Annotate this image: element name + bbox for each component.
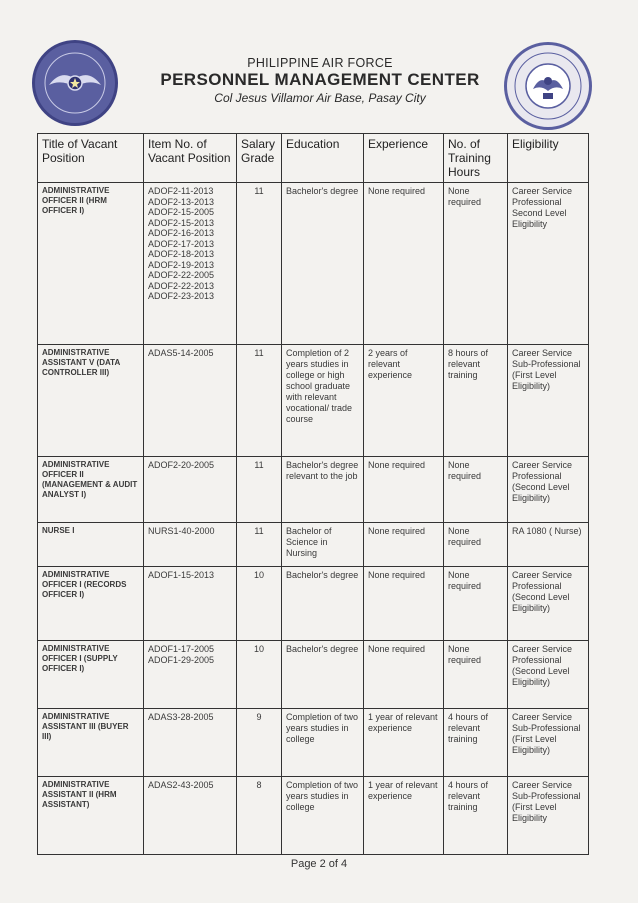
education-requirement: Completion of two years studies in college [282,709,364,777]
position-title: ADMINISTRATIVE OFFICER I (RECORDS OFFICER I) [38,567,144,641]
item-number: ADOF2-16-2013 [148,228,215,238]
item-number: ADOF1-17-2005 [148,644,215,654]
eligibility-requirement: Career Service Sub-Professional (First Level Eligibility) [508,709,589,777]
training-requirement: 4 hours of relevant training [444,777,508,855]
header-salary-grade: Salary Grade [237,134,282,183]
position-title: ADMINISTRATIVE ASSISTANT II (HRM ASSISTANT) [38,777,144,855]
header-item-no: Item No. of Vacant Position [144,134,237,183]
item-number: ADAS5-14-2005 [148,348,214,358]
organization-title: PERSONNEL MANAGEMENT CENTER [160,70,480,89]
table-row [38,709,589,777]
item-number: ADAS2-43-2005 [148,780,214,790]
experience-requirement: 2 years of relevant experience [364,345,444,457]
eligibility-requirement: RA 1080 ( Nurse) [508,523,589,567]
education-requirement: Completion of two years studies in college [282,777,364,855]
header-training-hours: No. of Training Hours [444,134,508,183]
position-title: ADMINISTRATIVE OFFICER I (SUPPLY OFFICER I) [38,641,144,709]
training-requirement: None required [444,641,508,709]
item-numbers [144,641,237,709]
eligibility-requirement: Career Service Sub-Professional (First Level Eligibility [508,777,589,855]
item-number: ADAS3-28-2005 [148,712,214,722]
salary-grade: 11 [237,345,282,457]
salary-grade: 9 [237,709,282,777]
header-row [38,134,589,183]
position-title: ADMINISTRATIVE OFFICER II (MANAGEMENT & AUDIT ANALYST I) [38,457,144,523]
eligibility-requirement: Career Service Professional Second Level Eligibility [508,183,589,345]
item-number: NURS1-40-2000 [148,526,215,536]
experience-requirement: None required [364,567,444,641]
item-numbers [144,777,237,855]
training-requirement: None required [444,523,508,567]
salary-grade: 8 [237,777,282,855]
education-requirement: Bachelor of Science in Nursing [282,523,364,567]
item-number: ADOF2-15-2005 [148,207,215,217]
pilipinas-seal-logo [32,40,118,126]
salary-grade: 10 [237,567,282,641]
table-row [38,567,589,641]
header-experience: Experience [364,134,444,183]
salary-grade: 11 [237,183,282,345]
training-requirement: None required [444,457,508,523]
table-row [38,457,589,523]
eligibility-requirement: Career Service Professional (Second Level Eligibility) [508,567,589,641]
training-requirement: None required [444,183,508,345]
item-numbers [144,345,237,457]
table-header [38,134,589,183]
eligibility-requirement: Career Service Professional (Second Level Eligibility) [508,641,589,709]
eligibility-requirement: Career Service Sub-Professional (First Level Eligibility) [508,345,589,457]
item-numbers [144,457,237,523]
vacancy-table [37,133,589,855]
item-numbers [144,183,237,345]
item-number: ADOF2-15-2013 [148,217,215,228]
experience-requirement: None required [364,523,444,567]
education-requirement: Bachelor's degree [282,641,364,709]
experience-requirement: None required [364,183,444,345]
organization-subtitle: PHILIPPINE AIR FORCE [247,56,393,70]
page-number: Page 2 of 4 [290,858,348,870]
position-title: ADMINISTRATIVE OFFICER II (HRM OFFICER I) [38,183,144,345]
item-number: ADOF2-13-2013 [148,196,215,207]
education-requirement: Bachelor's degree [282,567,364,641]
position-title: ADMINISTRATIVE ASSISTANT III (BUYER III) [38,709,144,777]
item-number: ADOF2-20-2005 [148,460,215,470]
experience-requirement: 1 year of relevant experience [364,777,444,855]
header-title: Title of Vacant Position [38,134,144,183]
training-requirement: 4 hours of relevant training [444,709,508,777]
item-number: ADOF1-29-2005 [148,654,215,665]
item-numbers [144,567,237,641]
item-number: ADOF2-22-2005 [148,270,215,280]
training-requirement: None required [444,567,508,641]
position-title: ADMINISTRATIVE ASSISTANT V (DATA CONTROLLER III) [38,345,144,457]
pmc-emblem-icon [507,45,589,127]
item-number: ADOF2-22-2013 [148,280,215,291]
education-requirement: Completion of 2 years studies in college or high school graduate with relevant vocational/ trade course [282,345,364,457]
item-number: ADOF2-18-2013 [148,249,215,259]
eligibility-requirement: Career Service Professional (Second Level Eligibility) [508,457,589,523]
header-eligibility: Eligibility [508,134,589,183]
item-numbers [144,523,237,567]
experience-requirement: None required [364,457,444,523]
header-education: Education [282,134,364,183]
item-numbers [144,709,237,777]
table-row [38,183,589,345]
position-title: NURSE I [38,523,144,567]
training-requirement: 8 hours of relevant training [444,345,508,457]
item-number: ADOF1-15-2013 [148,570,215,580]
experience-requirement: 1 year of relevant experience [364,709,444,777]
table-row [38,641,589,709]
item-number: ADOF2-23-2013 [148,291,215,301]
table-row [38,523,589,567]
winged-emblem-icon [35,43,115,123]
item-number: ADOF2-11-2013 [148,186,214,196]
pmc-seal-logo [504,42,592,130]
salary-grade: 11 [237,523,282,567]
salary-grade: 11 [237,457,282,523]
education-requirement: Bachelor's degree relevant to the job [282,457,364,523]
education-requirement: Bachelor's degree [282,183,364,345]
experience-requirement: None required [364,641,444,709]
item-number: ADOF2-19-2013 [148,259,215,270]
organization-address: Col Jesus Villamor Air Base, Pasay City [214,91,426,105]
table-body [38,183,589,855]
table-row [38,777,589,855]
salary-grade: 10 [237,641,282,709]
table-row [38,345,589,457]
item-number: ADOF2-17-2013 [148,238,215,249]
